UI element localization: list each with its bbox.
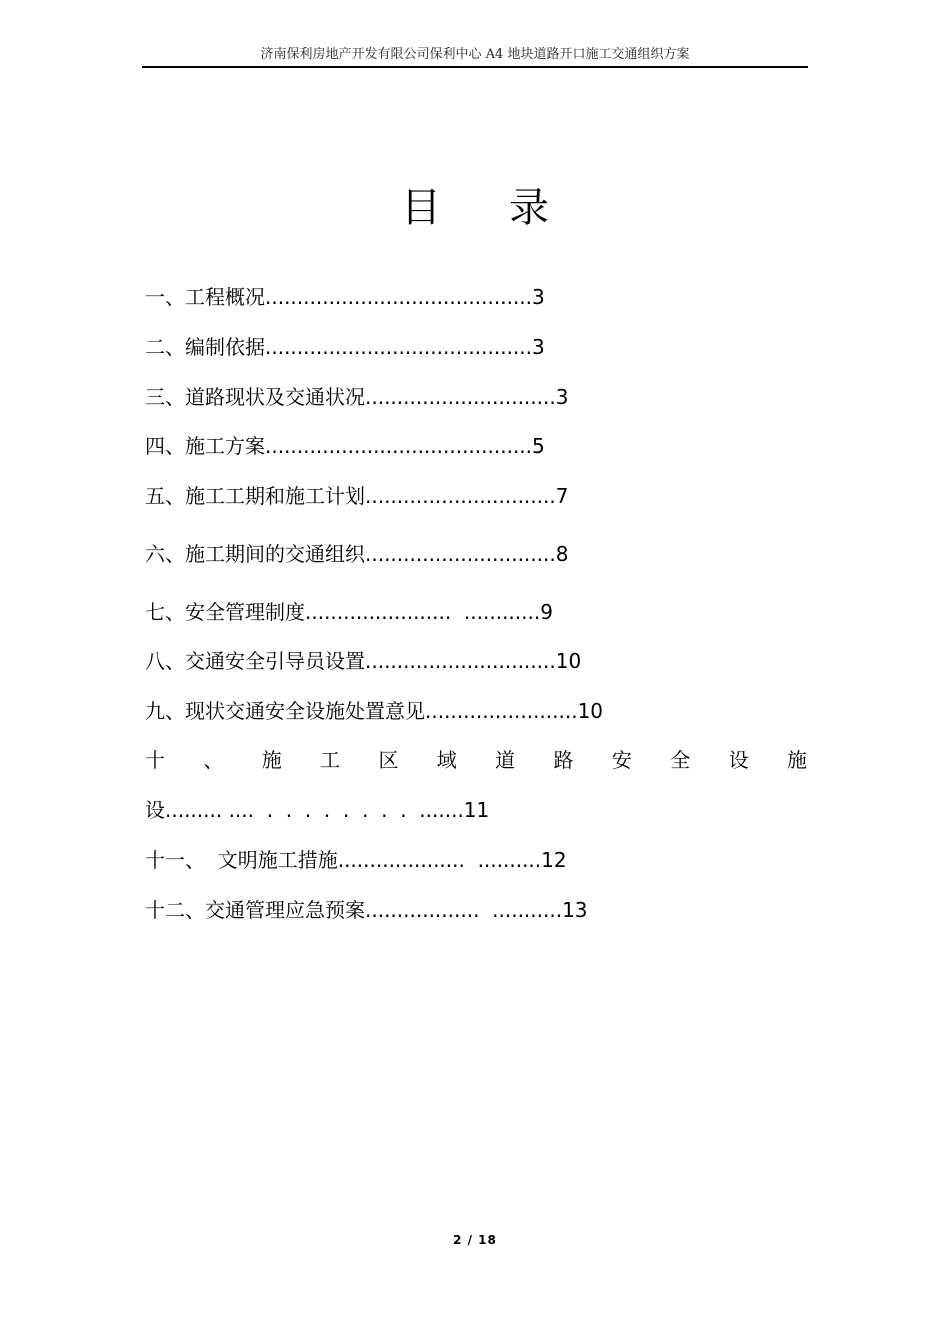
toc-entry-2[interactable]: 二、编制依据..........................................3 (145, 335, 545, 359)
toc-entry-9[interactable]: 九、现状交通安全设施处置意见........................10 (145, 699, 604, 723)
running-header: 济南保利房地产开发有限公司保利中心 A4 地块道路开口施工交通组织方案 (260, 47, 690, 62)
toc-entry-10-continued[interactable]: 设......... .... . . . . . . . . .......11 (145, 798, 490, 822)
toc-entry-4[interactable]: 四、施工方案..........................................5 (145, 434, 545, 458)
toc-entry-10-char: 施 (786, 748, 807, 772)
toc-entry-10-char: 安 (611, 748, 632, 772)
toc-entry-1[interactable]: 一、工程概况..........................................3 (145, 285, 545, 309)
header-divider (142, 66, 808, 68)
toc-entry-10-char: 施 (261, 748, 282, 772)
toc-entry-3[interactable]: 三、道路现状及交通状况..............................3 (145, 385, 569, 409)
toc-entry-10-char: 设 (728, 748, 749, 772)
toc-entry-10-char: 、 (203, 748, 224, 772)
toc-entry-10-char: 全 (670, 748, 691, 772)
toc-entry-6[interactable]: 六、施工期间的交通组织..............................8 (145, 542, 569, 566)
toc-entry-10-char: 路 (553, 748, 574, 772)
toc-entry-7[interactable]: 七、安全管理制度....................... ............9 (145, 600, 553, 624)
toc-entry-5[interactable]: 五、施工工期和施工计划..............................7 (145, 484, 569, 508)
toc-entry-10-char: 十 (145, 748, 165, 772)
toc-entry-8[interactable]: 八、交通安全引导员设置..............................10 (145, 649, 582, 673)
toc-title: 目录 (401, 185, 617, 231)
toc-entry-10-char: 工 (320, 748, 341, 772)
toc-entry-10-char: 道 (495, 748, 516, 772)
toc-entry-10-char: 区 (378, 748, 399, 772)
toc-entry-10-char: 域 (436, 748, 457, 772)
page-number: 2 / 18 (453, 1233, 497, 1247)
toc-entry-11[interactable]: 十一、 文明施工措施.................... ..........12 (145, 848, 567, 872)
toc-entry-10[interactable] (145, 747, 807, 773)
toc-entry-12[interactable]: 十二、交通管理应急预案.................. ...........13 (145, 898, 588, 922)
